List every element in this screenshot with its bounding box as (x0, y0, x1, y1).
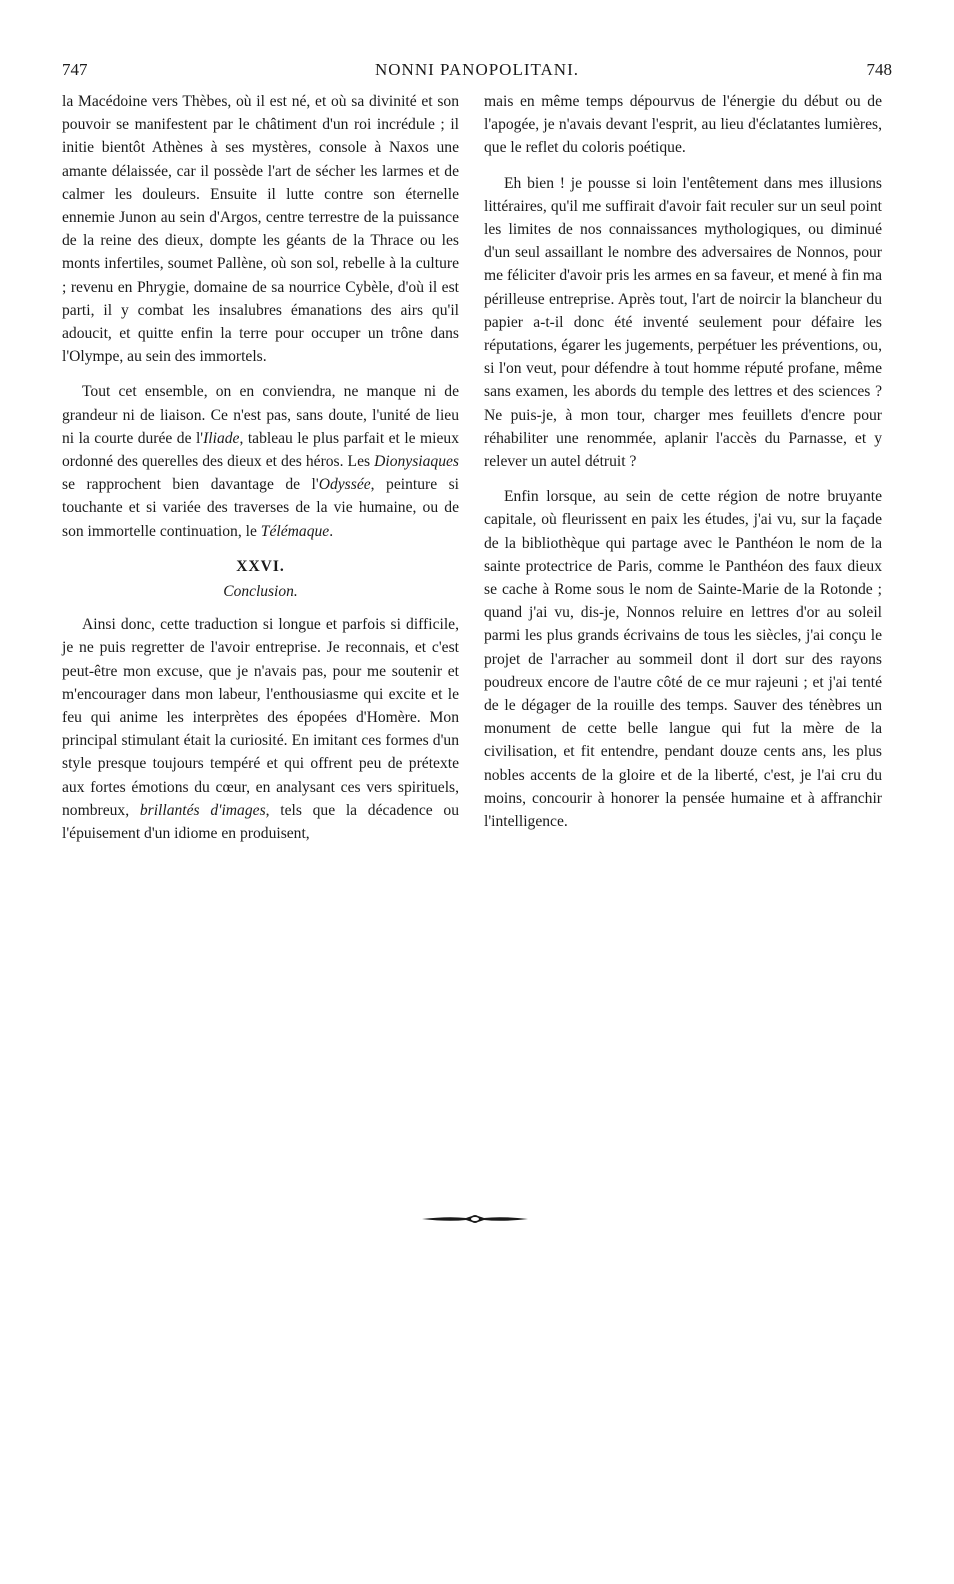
paragraph: mais en même temps dépourvus de l'énergie du début ou de l'apogée, je n'avais devant l'esprit, au lieu d'éclatantes lumières, que le reflet du coloris poétique. (484, 93, 882, 157)
text-run: se rapprochent bien davantage de l' (62, 476, 319, 494)
title-odyssee: Odyssée (318, 476, 371, 494)
text-run: Ainsi donc, cette traduction si longue et parfois si difficile, je ne puis regretter de l'avoir entreprise. Je reconnais, et c'est peut-être mon excuse, que je n'avais pas, pour me soutenir et m'encourager dans mon labeur, l'enthousiasme qui excite et le feu qui anime les interprètes des épopées d'Homère. Mon principal stimulant était la curiosité. En imitant ces formes d'un style presque toujours tempéré et qui offrent peu de prétexte aux fortes émotions du cœur, en analysant ces vers spirituels, nombreux, (62, 616, 459, 819)
page-header (62, 60, 892, 84)
left-column (62, 90, 459, 857)
paragraph: Eh bien ! je pousse si loin l'entêtement dans mes illusions littéraires, qu'il me suffirait d'avoir fait reculer sur un seul point les limites de nos connaissances mythologiques, ou diminué d'un seul assaillant le nombre des adversaires de Nonnos, pour me féliciter d'avoir pris les armes en sa faveur, et mené à fin ma périlleuse entreprise. Après tout, l'art de noircir la blancheur du papier a-t-il donc été inventé seulement pour défaire les réputations, égarer les jugements, perpétuer les préventions, ou, si l'on veut, pour défendre à tout homme réputé profane, même sans examen, les abords du temple des lettres et des sciences ? Ne puis-je, à mon tour, charger mes feuillets d'encre pour réhabiliter une renommée, aplanir l'accès du Parnasse, et y relever un autel détruit ? (484, 174, 882, 471)
tailpiece-ornament-icon (420, 1212, 530, 1226)
page-number-left: 747 (62, 60, 88, 79)
italic-phrase: brillantés d'images (139, 801, 266, 819)
section-title: Conclusion. (223, 583, 298, 601)
text-run: , peinture si touchante et si variée des traverses de la vie humaine, ou de son immortelle continuation, le (62, 476, 459, 540)
text-run: , tableau le plus parfait et le mieux ordonné des querelles des dieux et des héros. Les (62, 429, 459, 471)
title-dionysiaques: Dionysiaques (374, 453, 459, 471)
running-title: NONNI PANOPOLITANI. (374, 60, 579, 79)
paragraph (62, 380, 459, 542)
text-run: Tout cet ensemble, on en conviendra, ne manque ni de grandeur ni de liaison. Ce n'est pas, sans doute, l'unité de lieu ni la courte durée de l' (62, 383, 459, 447)
section-number: XXVI. (236, 557, 285, 575)
page-number-right: 748 (866, 60, 892, 79)
text-run: , tels que la décadence ou l'épuisement d'un idiome en produisent, (62, 801, 459, 843)
paragraph (62, 613, 459, 845)
right-column (484, 90, 882, 845)
paragraph: Enfin lorsque, au sein de cette région de notre bruyante capitale, où fleurissent en paix les études, j'ai vu, sur la façade de la bibliothèque qui partage avec le Panthéon le nom de la sainte protectrice de Paris, comme le Panthéon des faux dieux se cache à Rome sous le nom de Sainte-Marie de la Rotonde ; quand j'ai vu, dis-je, Nonnos reluire en lettres d'or au soleil parmi les plus grands écrivains de tous les siècles, j'ai conçu le projet de l'arracher au sommeil dont il dort sur des rayons poudreux encore de l'autre côté de ce mur rajeuni ; et j'ai tenté de le dégager de la rouille des temps. Sauver des ténèbres un monument de cette belle langue qui fut la mère de la civilisation, et fit entendre, pendant douze cents ans, les plus nobles accents de la gloire et de la liberté, c'est, je l'ai cru du moins, concourir à honorer la pensée humaine et à affranchir l'intelligence. (484, 488, 882, 831)
paragraph: la Macédoine vers Thèbes, où il est né, et où sa divinité et son pouvoir se manifestent par le châtiment d'un roi incrédule ; il initie bientôt Athènes à ses mystères, console à Naxos une amante délaissée, car il possède l'art de sécher les larmes et de calmer les douleurs. Ensuite il lutte contre son éternelle ennemie Junon au sein d'Argos, centre terrestre de la puissance de la reine des dieux, dompte les géants de la Thrace ou les monts infertiles, soumet Pallène, où son sol, rebelle à la culture ; revenu en Phrygie, domaine de sa nourrice Cybèle, d'où il est parti, il y combat les insalubres émanations des airs qu'il adoucit, et quitte enfin la terre pour occuper un trône dans l'Olympe, au sein des immortels. (62, 93, 459, 366)
text-run: . (329, 522, 334, 540)
title-iliade: Iliade (203, 429, 240, 447)
title-telemaque: Télémaque (260, 522, 330, 540)
